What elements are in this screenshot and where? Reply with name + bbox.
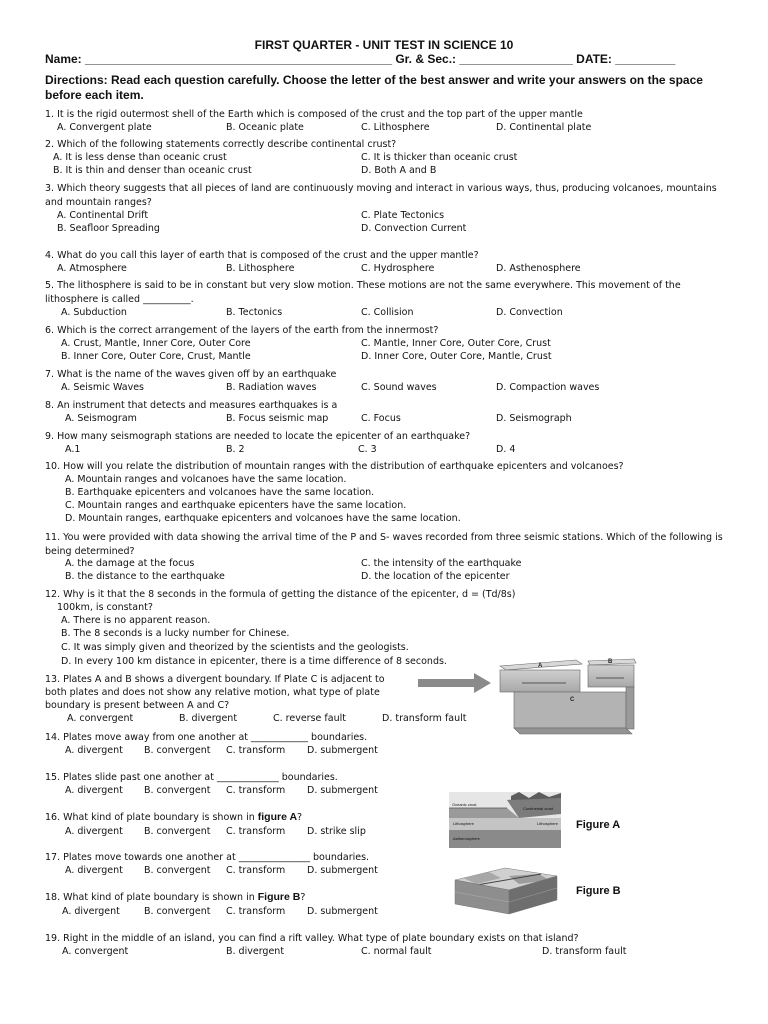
q5-option-b: B. Tectonics: [226, 307, 283, 318]
q6-option-c: C. Mantle, Inner Core, Outer Core, Crust: [361, 338, 551, 349]
q3-option-d: D. Convection Current: [361, 223, 467, 234]
q7-option-b: B. Radiation waves: [226, 382, 317, 393]
figure-a-diagram: [449, 792, 561, 848]
q4-option-c: C. Hydrosphere: [361, 263, 435, 274]
q13-option-d: D. transform fault: [382, 713, 467, 724]
q4-option-a: A. Atmosphere: [57, 263, 127, 274]
q14-option-a: A. divergent: [65, 745, 123, 756]
q1-option-a: A. Convergent plate: [57, 122, 152, 133]
question-2: 2. Which of the following statements correctly describe continental crust?: [45, 139, 397, 150]
q3-option-c: C. Plate Tectonics: [361, 210, 445, 221]
q16-option-c: C. transform: [226, 826, 286, 837]
question-17: 17. Plates move towards one another at _______________ boundaries.: [45, 852, 370, 863]
arrow-icon: [418, 672, 492, 694]
q1-option-d: D. Continental plate: [496, 122, 592, 133]
q6-option-b: B. Inner Core, Outer Core, Crust, Mantle: [61, 351, 251, 362]
q10-option-c: C. Mountain ranges and earthquake epicenters have the same location.: [65, 500, 407, 511]
figure-b-diagram: [449, 866, 561, 922]
q11-option-a: A. the damage at the focus: [65, 558, 195, 569]
q8-option-b: B. Focus seismic map: [226, 413, 329, 424]
question-13-line-1: 13. Plates A and B shows a divergent boundary. If Plate C is adjacent to: [45, 674, 385, 685]
q9-option-d: D. 4: [496, 444, 516, 455]
question-18-figure-ref: Figure B: [257, 891, 301, 903]
q4-option-b: B. Lithosphere: [226, 263, 295, 274]
question-18-text: 18. What kind of plate boundary is shown in: [45, 892, 258, 903]
figure-a-continental-crust-label: Continental crust: [523, 806, 554, 811]
q7-option-c: C. Sound waves: [361, 382, 437, 393]
question-18: [45, 891, 305, 905]
figure-a-asthenosphere-label: Asthenosphere: [453, 836, 480, 841]
q3-option-b: B. Seafloor Spreading: [57, 223, 160, 234]
q10-option-a: A. Mountain ranges and volcanoes have the same location.: [65, 474, 347, 485]
q7-option-d: D. Compaction waves: [496, 382, 600, 393]
q18-option-d: D. submergent: [307, 906, 378, 917]
question-13-line-2: both plates and does not show any relative motion, what type of plate: [45, 687, 380, 698]
question-3: 3. Which theory suggests that all pieces of land are continuously moving and interact in various ways, thus, producing volcanoes, mountains and mountain ranges?: [45, 183, 717, 208]
q15-option-c: C. transform: [226, 785, 286, 796]
q10-option-b: B. Earthquake epicenters and volcanoes have the same location.: [65, 487, 375, 498]
q16-option-b: B. convergent: [144, 826, 211, 837]
q11-option-b: B. the distance to the earthquake: [65, 571, 225, 582]
q12-option-d: D. In every 100 km distance in epicenter, there is a time difference of 8 seconds.: [61, 656, 447, 667]
directions: Directions: Read each question carefully. Choose the letter of the best answer and write your answers on the space before each item.: [45, 73, 703, 102]
q7-option-a: A. Seismic Waves: [61, 382, 144, 393]
question-4: 4. What do you call this layer of earth that is composed of the crust and the upper mantle?: [45, 250, 479, 261]
q2-option-b: B. It is thin and denser than oceanic crust: [53, 165, 252, 176]
q15-option-a: A. divergent: [65, 785, 123, 796]
question-12-line-2: 100km, is constant?: [57, 602, 153, 613]
q2-option-d: D. Both A and B: [361, 165, 437, 176]
q14-option-c: C. transform: [226, 745, 286, 756]
q16-option-d: D. strike slip: [307, 826, 366, 837]
question-13-line-3: boundary is present between A and C?: [45, 700, 230, 711]
question-5: 5. The lithosphere is said to be in constant but very slow motion. These motions are not the same everywhere. This movement of the lithosphere is called __________.: [45, 280, 681, 305]
q8-option-c: C. Focus: [361, 413, 401, 424]
question-16-end: ?: [297, 812, 303, 823]
question-12-line-1: 12. Why is it that the 8 seconds in the formula of getting the distance of the epicenter, d = (Td/8s): [45, 589, 516, 600]
q4-option-d: D. Asthenosphere: [496, 263, 581, 274]
question-10: 10. How will you relate the distribution of mountain ranges with the distribution of earthquake epicenters and volcanoes?: [45, 461, 624, 472]
q5-option-c: C. Collision: [361, 307, 414, 318]
question-9: 9. How many seismograph stations are needed to locate the epicenter of an earthquake?: [45, 431, 471, 442]
q17-option-b: B. convergent: [144, 865, 211, 876]
q9-option-a: A.1: [65, 444, 81, 455]
question-19: 19. Right in the middle of an island, you can find a rift valley. What type of plate boundary exists on that island?: [45, 933, 579, 944]
question-18-end: ?: [300, 892, 306, 903]
question-16-figure-ref: figure A: [257, 811, 298, 823]
q17-option-d: D. submergent: [307, 865, 378, 876]
question-1: 1. It is the rigid outermost shell of the Earth which is composed of the crust and the top part of the upper mantle: [45, 109, 583, 120]
q12-option-a: A. There is no apparent reason.: [61, 615, 211, 626]
q12-option-b: B. The 8 seconds is a lucky number for Chinese.: [61, 628, 290, 639]
plate-c-label: C: [570, 697, 575, 703]
figure-b-label: Figure B: [576, 885, 621, 897]
question-16-text: 16. What kind of plate boundary is shown in: [45, 812, 258, 823]
q16-option-a: A. divergent: [65, 826, 123, 837]
name-grade-date-line[interactable]: Name: ______________________________________________ Gr. & Sec.: _________________ DATE: _________: [45, 52, 676, 66]
question-14: 14. Plates move away from one another at ____________ boundaries.: [45, 732, 368, 743]
question-11: 11. You were provided with data showing the arrival time of the P and S- waves recorded from three seismic stations. Which of the following is being determined?: [45, 532, 723, 557]
q19-option-d: D. transform fault: [542, 946, 627, 957]
q3-option-a: A. Continental Drift: [57, 210, 149, 221]
q19-option-b: B. divergent: [226, 946, 285, 957]
test-title: FIRST QUARTER - UNIT TEST IN SCIENCE 10: [254, 38, 514, 52]
q5-option-a: A. Subduction: [61, 307, 127, 318]
question-8: 8. An instrument that detects and measures earthquakes is a: [45, 400, 338, 411]
plate-blocks-diagram: [496, 656, 638, 736]
question-15: 15. Plates slide past one another at _____________ boundaries.: [45, 772, 338, 783]
q10-option-d: D. Mountain ranges, earthquake epicenters and volcanoes have the same location.: [65, 513, 461, 524]
figure-a-lithosphere-right-label: Lithosphere: [537, 821, 558, 826]
q9-option-b: B. 2: [226, 444, 245, 455]
q17-option-a: A. divergent: [65, 865, 123, 876]
q19-option-c: C. normal fault: [361, 946, 432, 957]
question-7: 7. What is the name of the waves given off by an earthquake: [45, 369, 337, 380]
q8-option-d: D. Seismograph: [496, 413, 572, 424]
q15-option-b: B. convergent: [144, 785, 211, 796]
plate-a-label: A: [538, 663, 543, 669]
q18-option-b: B. convergent: [144, 906, 211, 917]
figure-a-oceanic-crust-label: Oceanic crust: [452, 802, 477, 807]
q6-option-d: D. Inner Core, Outer Core, Mantle, Crust: [361, 351, 552, 362]
plate-b-label: B: [608, 659, 613, 665]
q1-option-c: C. Lithosphere: [361, 122, 430, 133]
figure-a-lithosphere-left-label: Lithosphere: [453, 821, 474, 826]
q13-option-a: A. convergent: [67, 713, 134, 724]
q13-option-b: B. divergent: [179, 713, 238, 724]
q15-option-d: D. submergent: [307, 785, 378, 796]
q13-option-c: C. reverse fault: [273, 713, 346, 724]
q5-option-d: D. Convection: [496, 307, 563, 318]
q18-option-c: C. transform: [226, 906, 286, 917]
q14-option-d: D. submergent: [307, 745, 378, 756]
q18-option-a: A. divergent: [62, 906, 120, 917]
q2-option-a: A. It is less dense than oceanic crust: [53, 152, 227, 163]
q2-option-c: C. It is thicker than oceanic crust: [361, 152, 518, 163]
q19-option-a: A. convergent: [62, 946, 129, 957]
figure-a-label: Figure A: [576, 819, 621, 831]
q1-option-b: B. Oceanic plate: [226, 122, 304, 133]
q11-option-d: D. the location of the epicenter: [361, 571, 510, 582]
q6-option-a: A. Crust, Mantle, Inner Core, Outer Core: [61, 338, 251, 349]
question-16: [45, 811, 302, 825]
q8-option-a: A. Seismogram: [65, 413, 137, 424]
q11-option-c: C. the intensity of the earthquake: [361, 558, 522, 569]
q12-option-c: C. It was simply given and theorized by the scientists and the geologists.: [61, 642, 409, 653]
q17-option-c: C. transform: [226, 865, 286, 876]
q9-option-c: C. 3: [358, 444, 377, 455]
q14-option-b: B. convergent: [144, 745, 211, 756]
question-6: 6. Which is the correct arrangement of the layers of the earth from the innermost?: [45, 325, 439, 336]
